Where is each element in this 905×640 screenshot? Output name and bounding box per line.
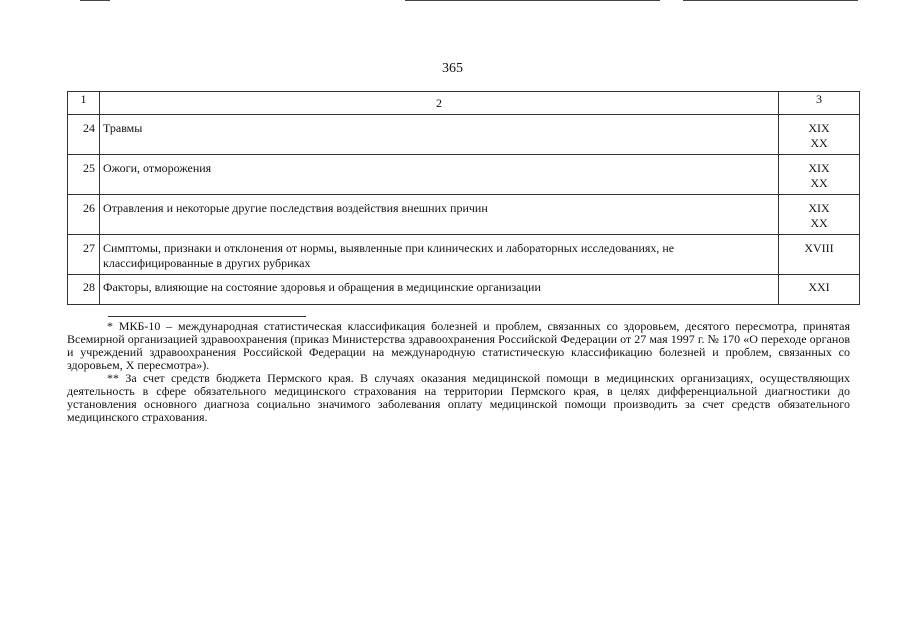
row-number: 27 — [68, 235, 100, 275]
table-row — [68, 115, 860, 155]
table-row — [68, 155, 860, 195]
header-col-2: 2 — [100, 92, 779, 115]
row-name: Ожоги, отморожения — [100, 155, 779, 195]
class-code: XX — [810, 176, 828, 190]
row-name: Травмы — [100, 115, 779, 155]
footnotes — [67, 316, 850, 424]
footnote-icd10: * МКБ-10 – международная статистическая классификация болезней и проблем, связанных со здоровьем, десятого пересмотра, принятая Всемирной организацией здравоохранения (приказ Министерства здравоохранения Российской Федерации от 27 мая 1997 г. № 170 «О переходе органов и учреждений здравоохранения Российской Федерации на международную статистическую классификацию болезней и проблем, связанных со здоровьем, X пересмотра»). — [67, 319, 850, 372]
row-classes — [779, 155, 860, 195]
row-number: 28 — [68, 275, 100, 305]
scan-edge-line — [80, 0, 110, 1]
row-classes — [779, 275, 860, 305]
row-name: Факторы, влияющие на состояние здоровья и обращения в медицинские организации — [100, 275, 779, 305]
class-code: XVIII — [804, 241, 834, 255]
table-header-row — [68, 92, 860, 115]
page-number: 365 — [442, 61, 463, 76]
classification-table — [67, 91, 860, 305]
row-name: Симптомы, признаки и отклонения от нормы, выявленные при клинических и лабораторных исследованиях, не классифицированные в других рубриках — [100, 235, 779, 275]
table-row — [68, 275, 860, 305]
row-number: 25 — [68, 155, 100, 195]
row-number: 24 — [68, 115, 100, 155]
class-code: XIX — [808, 161, 830, 175]
class-code: XXI — [808, 280, 830, 294]
row-classes — [779, 115, 860, 155]
row-classes — [779, 195, 860, 235]
class-code: XIX — [808, 121, 830, 135]
scan-edge-line — [405, 0, 660, 1]
footnote-separator — [108, 316, 306, 317]
footnote-budget: ** За счет средств бюджета Пермского края. В случаях оказания медицинской помощи в медицинских организациях, осуществляющих деятельность в сфере обязательного медицинского страхования на территории Пермского края, в целях дифференциальной диагностики до установления основного диагноза социально значимого заболевания оплату медицинской помощи производить за счет средств обязательного медицинского страхования. — [67, 371, 850, 424]
table-row — [68, 195, 860, 235]
row-number: 26 — [68, 195, 100, 235]
class-code: XIX — [808, 201, 830, 215]
table-row — [68, 235, 860, 275]
row-classes — [779, 235, 860, 275]
header-col-1: 1 — [68, 92, 100, 115]
row-name: Отравления и некоторые другие последствия воздействия внешних причин — [100, 195, 779, 235]
header-col-3: 3 — [779, 92, 860, 115]
scan-edge-line — [683, 0, 858, 1]
class-code: XX — [810, 216, 828, 230]
class-code: XX — [810, 136, 828, 150]
